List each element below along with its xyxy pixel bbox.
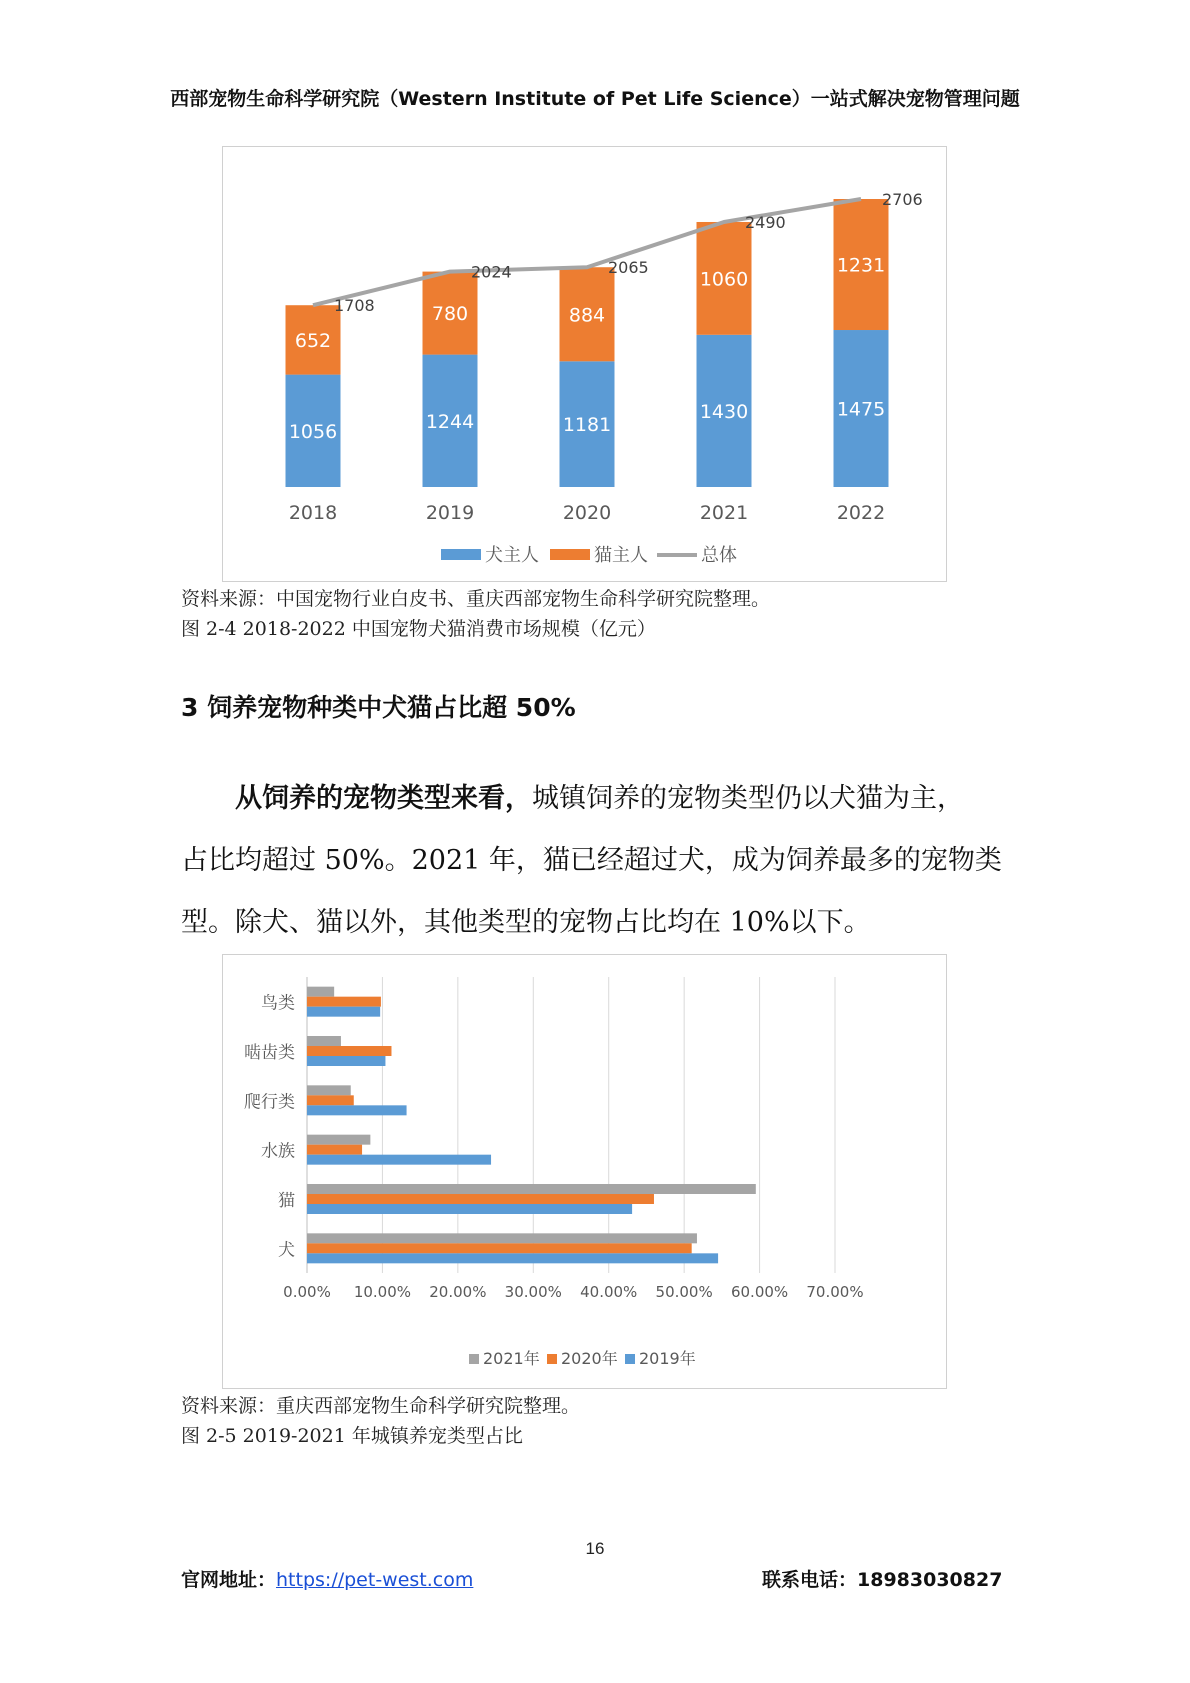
legend-label-2020年: 2020年 [561, 1349, 618, 1368]
section-heading: 3 饲养宠物种类中犬猫占比超 50% [181, 693, 576, 722]
label-cat-2021: 1060 [699, 268, 749, 291]
bar-鸟类-2019年 [307, 1007, 380, 1017]
y-tick-鸟类: 鸟类 [261, 993, 295, 1014]
x-tick-4: 40.00% [580, 1283, 638, 1301]
x-tick-2020: 2020 [562, 502, 612, 524]
bar-爬行类-2019年 [307, 1105, 407, 1115]
phone-label: 联系电话： [762, 1569, 858, 1591]
label-total-2019: 2024 [471, 262, 512, 282]
label-total-2021: 2490 [745, 212, 786, 232]
figure2-caption: 图 2-5 2019-2021 年城镇养宠类型占比 [181, 1425, 523, 1447]
bar-猫-2019年 [307, 1204, 632, 1214]
y-tick-爬行类: 爬行类 [244, 1092, 295, 1113]
bar-水族-2019年 [307, 1155, 491, 1165]
market-size-chart-svg [223, 147, 946, 581]
figure2-source: 资料来源：重庆西部宠物生命科学研究院整理。 [181, 1395, 581, 1417]
legend-swatch-2021年 [469, 1354, 479, 1364]
page-number: 16 [585, 1539, 605, 1558]
x-tick-2: 20.00% [429, 1283, 487, 1301]
phone-number: 18983030827 [857, 1569, 1003, 1591]
paragraph-line-2: 占比均超过 50%。2021 年，猫已经超过犬，成为饲养最多的宠物类 [181, 845, 1002, 876]
x-tick-2021: 2021 [699, 502, 749, 524]
bar-猫-2021年 [307, 1184, 756, 1194]
y-tick-水族: 水族 [261, 1141, 295, 1162]
legend-swatch-2019年 [625, 1354, 635, 1364]
legend-label-dog: 犬主人 [485, 545, 539, 566]
website-link[interactable]: https://pet-west.com [276, 1569, 474, 1591]
footer-phone [762, 1565, 1002, 1592]
paragraph-line-3: 型。除犬、猫以外，其他类型的宠物占比均在 10%以下。 [181, 907, 871, 938]
x-tick-3: 30.00% [504, 1283, 562, 1301]
x-tick-2018: 2018 [288, 502, 338, 524]
label-cat-2022: 1231 [836, 254, 886, 277]
bar-犬-2021年 [307, 1233, 697, 1243]
x-tick-1: 10.00% [353, 1283, 412, 1301]
bar-啮齿类-2020年 [307, 1046, 391, 1056]
paragraph-line-1-rest: 城镇饲养的宠物类型仍以犬猫为主， [532, 783, 964, 814]
label-dog-2022: 1475 [836, 398, 886, 421]
x-tick-2019: 2019 [425, 502, 475, 524]
paragraph-bold-lead: 从饲养的宠物类型来看， [235, 783, 532, 814]
legend-label-2021年: 2021年 [483, 1349, 540, 1368]
label-cat-2018: 652 [294, 329, 332, 352]
bar-犬-2019年 [307, 1253, 718, 1263]
label-total-2020: 2065 [608, 258, 649, 278]
footer-website [181, 1565, 473, 1592]
label-dog-2019: 1244 [425, 410, 475, 433]
pet-type-share-chart [222, 954, 947, 1389]
label-cat-2020: 884 [568, 304, 606, 327]
label-total-2018: 1708 [334, 296, 375, 316]
bar-水族-2020年 [307, 1145, 362, 1155]
label-dog-2020: 1181 [562, 414, 612, 437]
legend-swatch-2020年 [547, 1354, 557, 1364]
x-tick-5: 50.00% [655, 1283, 713, 1301]
label-total-2022: 2706 [882, 190, 923, 209]
legend-label-cat: 猫主人 [594, 545, 648, 566]
pet-type-share-chart-svg [223, 955, 946, 1388]
y-tick-犬: 犬 [278, 1240, 295, 1261]
bar-犬-2020年 [307, 1243, 692, 1253]
legend-label-total: 总体 [701, 545, 737, 566]
figure1-source: 资料来源：中国宠物行业白皮书、重庆西部宠物生命科学研究院整理。 [181, 588, 771, 610]
legend-swatch-dog [441, 549, 481, 560]
label-dog-2018: 1056 [288, 420, 338, 443]
bar-爬行类-2020年 [307, 1095, 354, 1105]
bar-鸟类-2021年 [307, 987, 334, 997]
bar-啮齿类-2019年 [307, 1056, 385, 1066]
label-cat-2019: 780 [431, 303, 469, 326]
x-tick-0: 0.00% [283, 1283, 331, 1301]
bar-爬行类-2021年 [307, 1085, 351, 1095]
label-dog-2021: 1430 [699, 400, 749, 423]
market-size-chart [222, 146, 947, 582]
bar-啮齿类-2021年 [307, 1036, 341, 1046]
y-tick-啮齿类: 啮齿类 [244, 1043, 295, 1063]
y-tick-猫: 猫 [278, 1191, 295, 1211]
figure1-caption: 图 2-4 2018-2022 中国宠物犬猫消费市场规模（亿元） [181, 618, 656, 640]
bar-猫-2020年 [307, 1194, 654, 1204]
website-label: 官网地址： [181, 1569, 277, 1591]
bar-水族-2021年 [307, 1135, 370, 1145]
legend-label-2019年: 2019年 [639, 1349, 696, 1368]
x-tick-7: 70.00% [806, 1283, 864, 1301]
x-tick-6: 60.00% [730, 1283, 789, 1301]
page-header-title: 西部宠物生命科学研究院（Western Institute of Pet Life Science）一站式解决宠物管理问题 [170, 88, 1020, 110]
paragraph-line-1 [235, 776, 1075, 815]
legend-swatch-cat [550, 549, 590, 560]
bar-鸟类-2020年 [307, 997, 381, 1007]
x-tick-2022: 2022 [836, 502, 886, 524]
